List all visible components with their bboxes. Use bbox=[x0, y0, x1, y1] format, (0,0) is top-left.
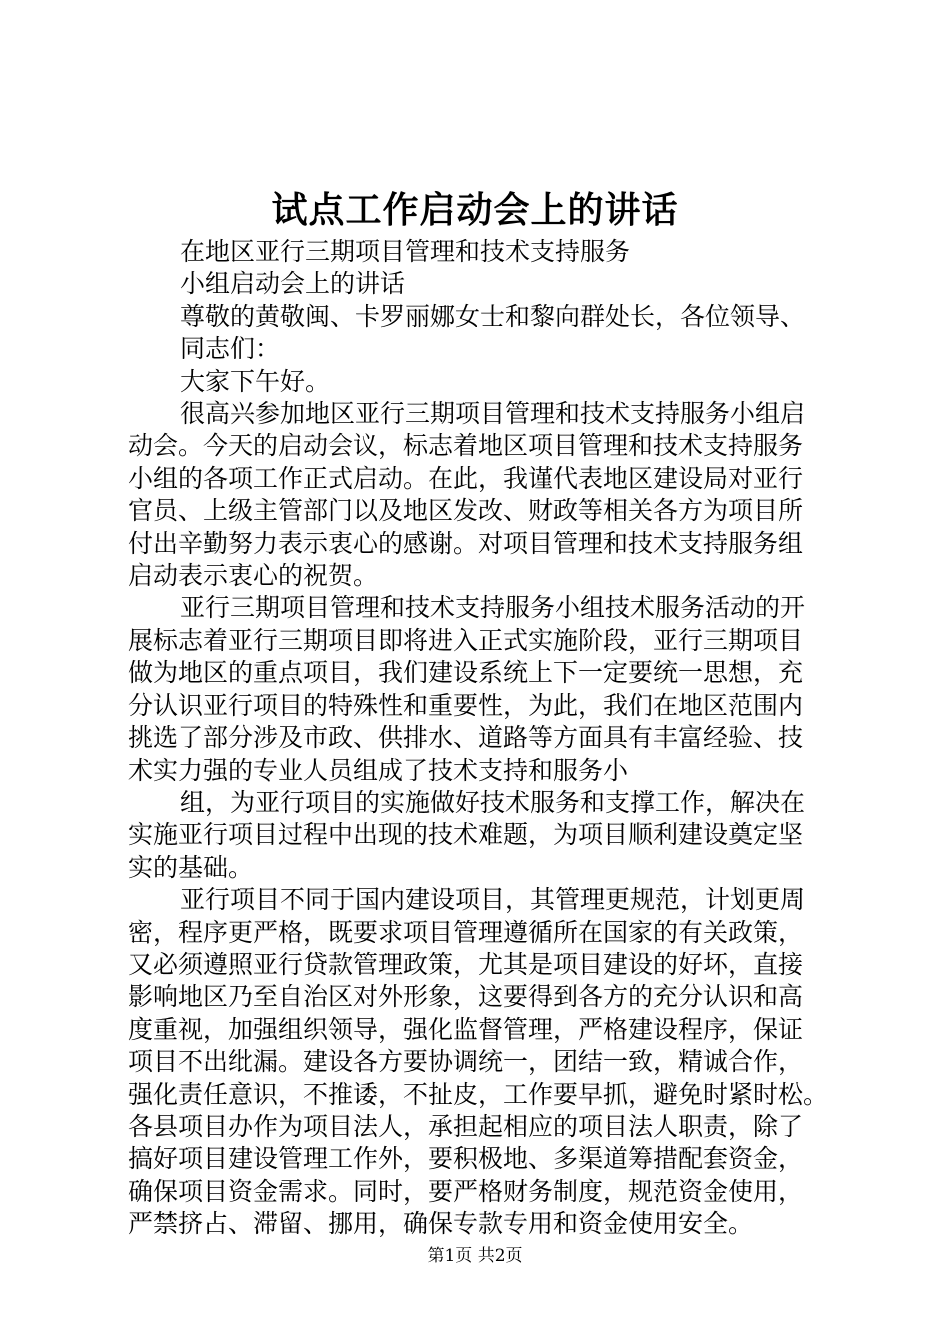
body-line: 严禁挤占、滞留、挪用，确保专款专用和资金使用安全。 bbox=[128, 1209, 754, 1239]
body-line: 尊敬的黄敬闽、卡罗丽娜女士和黎向群处长，各位领导、 bbox=[180, 301, 806, 331]
document-body bbox=[128, 236, 858, 1241]
body-line: 项目不出纰漏。建设各方要协调统一，团结一致，精诚合作， bbox=[128, 1047, 804, 1077]
body-line: 强化责任意识，不推诿，不扯皮，工作要早抓，避免时紧时松。 bbox=[128, 1079, 829, 1109]
body-line: 启动表示衷心的祝贺。 bbox=[128, 561, 379, 591]
body-line: 搞好项目建设管理工作外，要积极地、多渠道筹措配套资金， bbox=[128, 1144, 804, 1174]
body-line: 付出辛勤努力表示衷心的感谢。对项目管理和技术支持服务组 bbox=[128, 528, 804, 558]
body-line: 度重视，加强组织领导，强化监督管理，严格建设程序，保证 bbox=[128, 1014, 804, 1044]
page-footer: 第1页 共2页 bbox=[427, 1246, 523, 1266]
body-line: 密，程序更严格，既要求项目管理遵循所在国家的有关政策， bbox=[128, 917, 804, 947]
body-line: 在地区亚行三期项目管理和技术支持服务 bbox=[180, 237, 631, 266]
body-line: 亚行项目不同于国内建设项目，其管理更规范，计划更周 bbox=[180, 885, 806, 915]
body-line: 又必须遵照亚行贷款管理政策，尤其是项目建设的好坏，直接 bbox=[128, 949, 804, 979]
body-line: 亚行三期项目管理和技术支持服务小组技术服务活动的开 bbox=[180, 593, 806, 623]
body-line: 分认识亚行项目的特殊性和重要性，为此，我们在地区范围内 bbox=[128, 690, 804, 720]
body-line: 组，为亚行项目的实施做好技术服务和支撑工作，解决在 bbox=[180, 787, 806, 817]
body-line: 术实力强的专业人员组成了技术支持和服务小 bbox=[128, 755, 629, 785]
body-line: 大家下午好。 bbox=[180, 366, 331, 396]
body-line: 影响地区乃至自治区对外形象，这要得到各方的充分认识和高 bbox=[128, 982, 804, 1012]
body-line: 同志们： bbox=[180, 334, 281, 364]
body-line: 实施亚行项目过程中出现的技术难题，为项目顺利建设奠定坚 bbox=[128, 820, 804, 850]
body-line: 很高兴参加地区亚行三期项目管理和技术支持服务小组启 bbox=[180, 399, 806, 429]
body-line: 展标志着亚行三期项目即将进入正式实施阶段，亚行三期项目 bbox=[128, 625, 804, 655]
body-line: 小组的各项工作正式启动。在此，我谨代表地区建设局对亚行 bbox=[128, 463, 804, 493]
body-line: 确保项目资金需求。同时，要严格财务制度，规范资金使用， bbox=[128, 1176, 804, 1206]
body-line: 小组启动会上的讲话 bbox=[180, 269, 406, 299]
body-line: 做为地区的重点项目，我们建设系统上下一定要统一思想，充 bbox=[128, 658, 804, 688]
body-line: 官员、上级主管部门以及地区发改、财政等相关各方为项目所 bbox=[128, 496, 804, 526]
body-line: 实的基础。 bbox=[128, 852, 254, 882]
body-line: 各县项目办作为项目法人，承担起相应的项目法人职责，除了 bbox=[128, 1111, 804, 1141]
body-line: 动会。今天的启动会议，标志着地区项目管理和技术支持服务 bbox=[128, 431, 804, 461]
document-title: 试点工作启动会上的讲话 bbox=[271, 189, 679, 231]
body-line: 挑选了部分涉及市政、供排水、道路等方面具有丰富经验、技 bbox=[128, 723, 804, 753]
